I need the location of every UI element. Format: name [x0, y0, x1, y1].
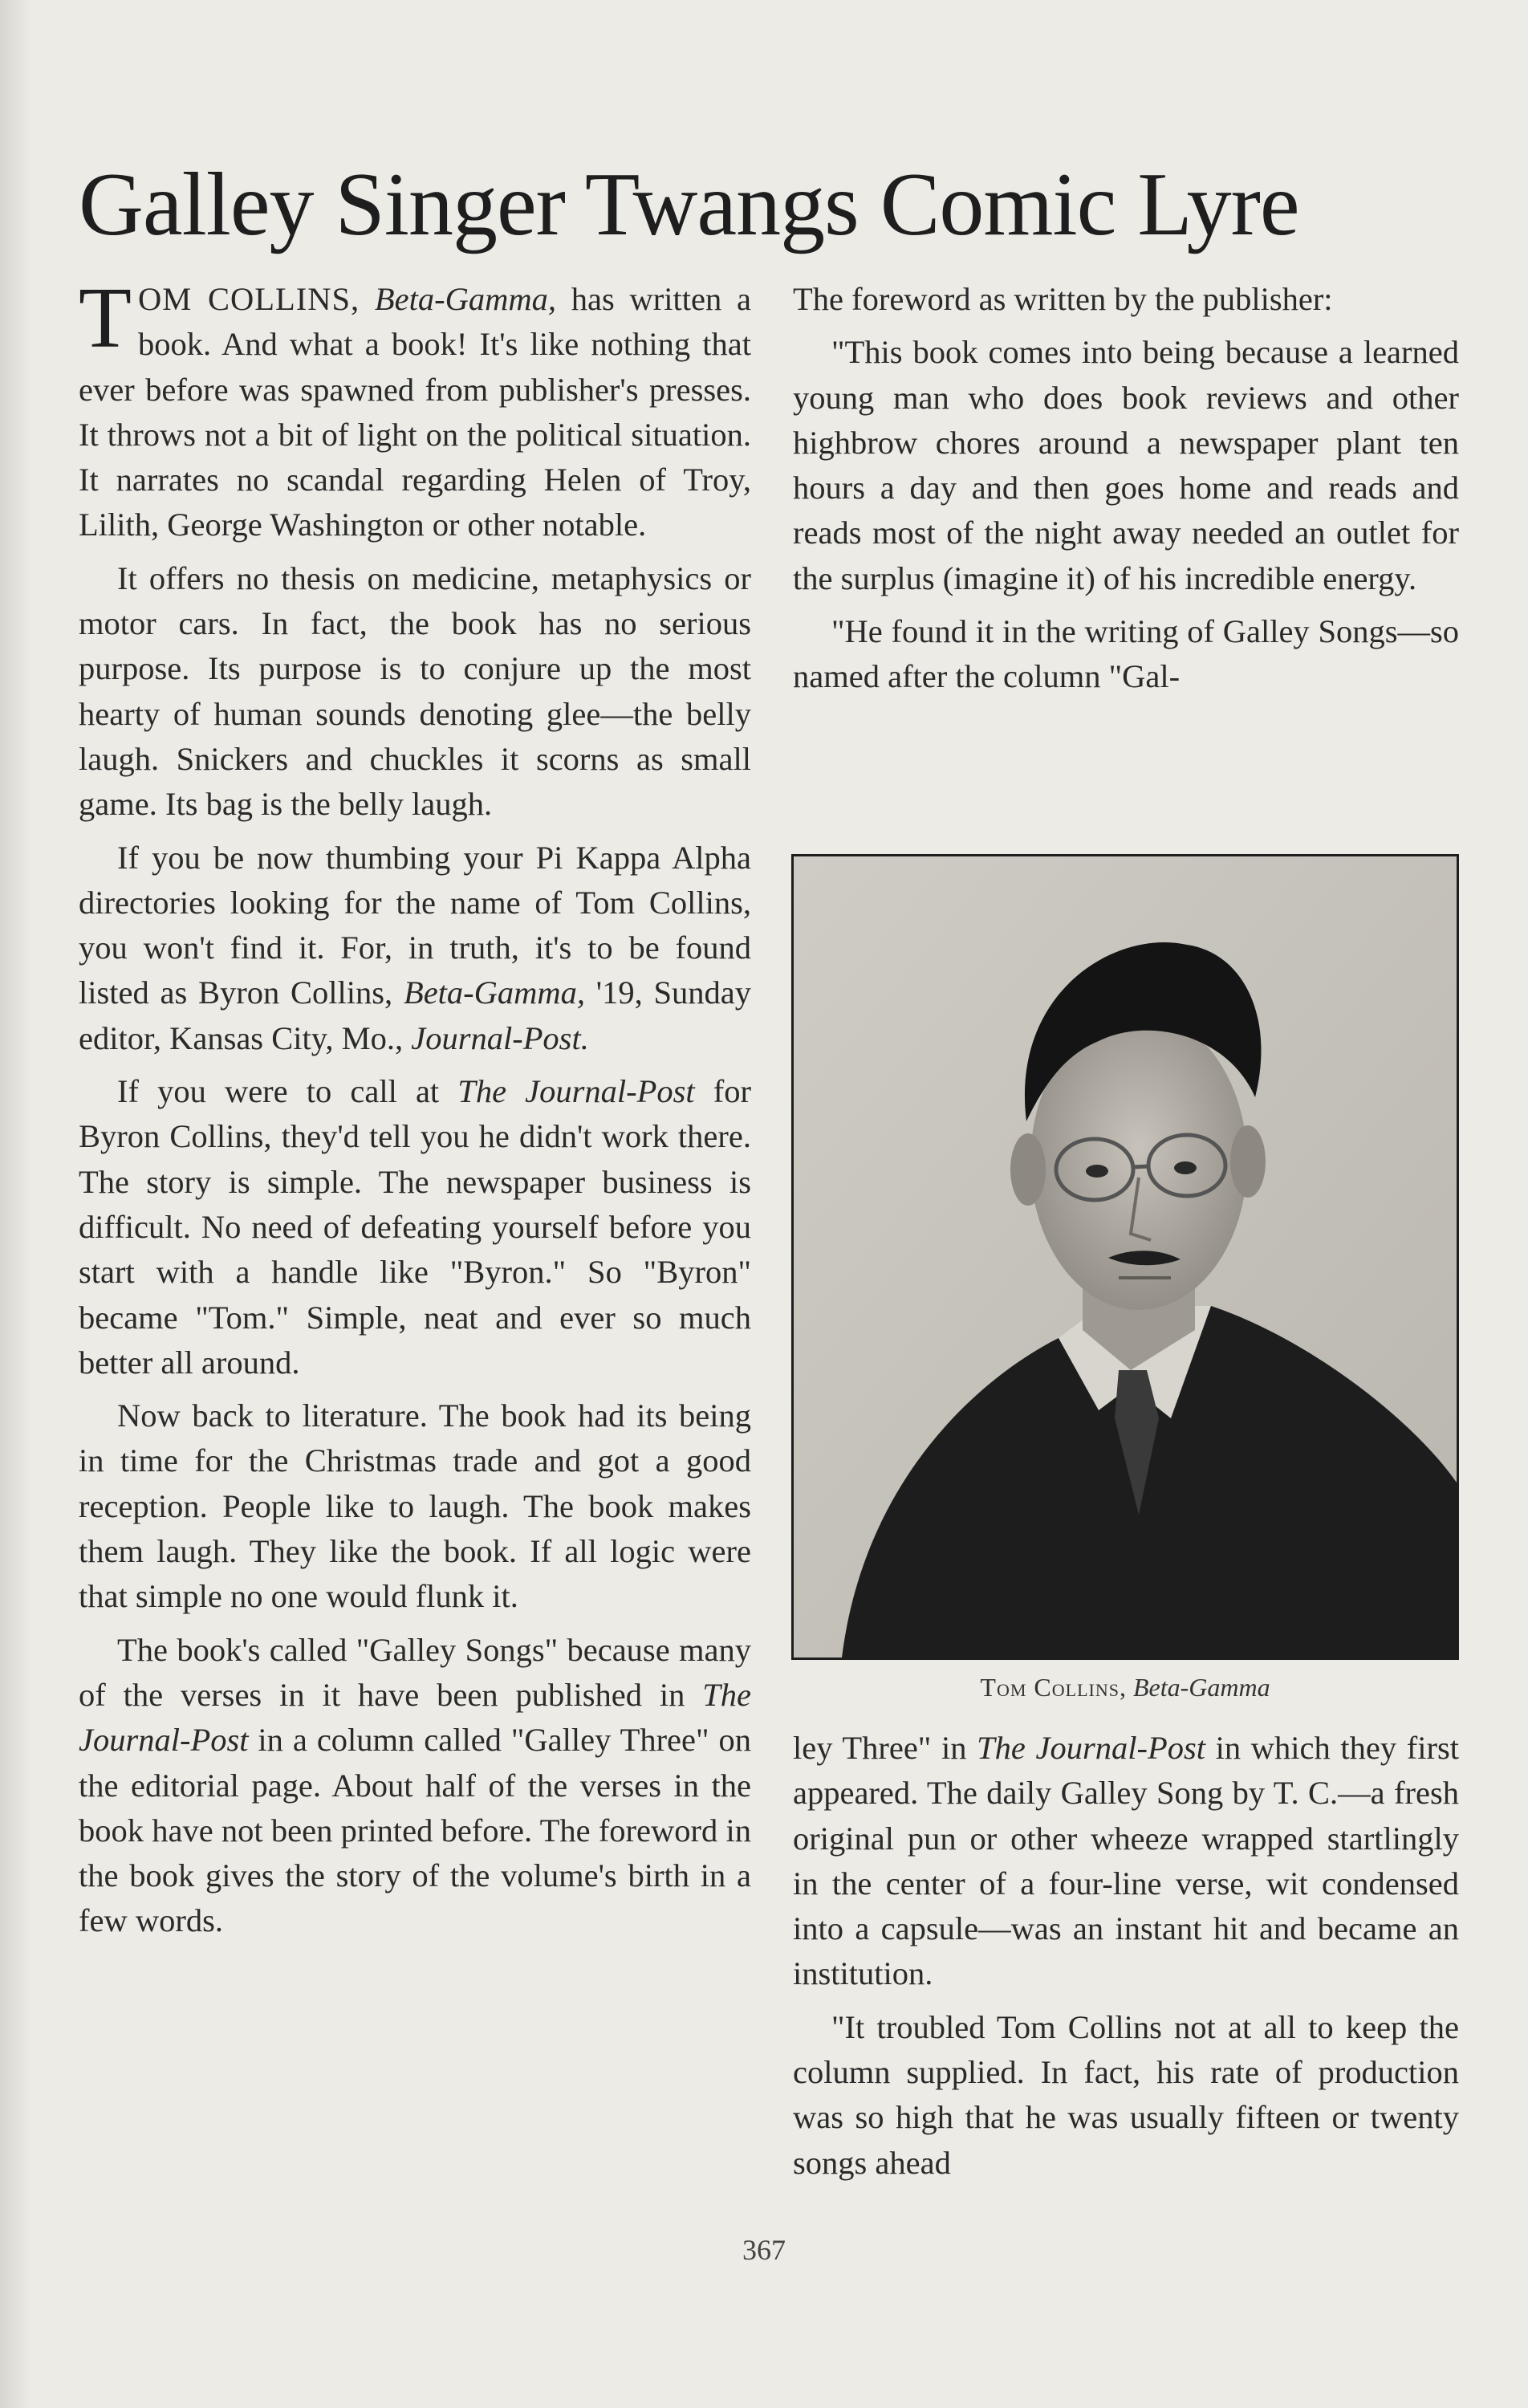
photo-caption: Tom Collins, Beta-Gamma — [980, 1673, 1270, 1702]
foreword-intro: The foreword as written by the publisher: — [793, 281, 1333, 317]
paragraph-6: The book's called "Galley Songs" because many of the verses in it have been published in The Journal-Post in a column called "Galley Three" on the editorial page. About half of the verses in the book have not been printed before. The foreword in the book gives the story of the volume's birth in a few words. — [79, 1631, 751, 1939]
article-title: Galley Singer Twangs Comic Lyre — [79, 155, 1299, 254]
paragraph-4: If you were to call at The Journal-Post for Byron Collins, they'd tell you he didn't work there. The story is simple. The newspaper business is difficult. No need of defeating yourself before you start with a handle like "Byron." So "Byron" became "Tom." Simple, neat and ever so much better all around. — [79, 1073, 751, 1381]
drop-cap: T — [79, 270, 132, 366]
foreword-quote-3: "It troubled Tom Collins not at all to keep the column supplied. In fact, his rate of production was so high that he was usually fifteen or twenty songs ahead — [793, 2008, 1459, 2181]
foreword-quote-1: "This book comes into being because a learned young man who does book reviews and other highbrow chores around a newspaper plant ten hours a day and then goes home and reads and reads most of the night away needed an outlet for the surplus (imagine it) of his incredible energy. — [793, 334, 1459, 596]
paragraph-1: TOM COLLINS, Beta-Gamma, has written a book. And what a book! It's like nothing that ever before was spawned from publisher's presses. It throws not a bit of light on the political situation. It narrates no scandal regarding Helen of Troy, Lilith, George Washington or other notable. — [79, 270, 751, 543]
page-gutter-shadow — [0, 0, 30, 2408]
page-number: 367 — [742, 2234, 786, 2266]
right-column-top — [793, 277, 1459, 708]
left-column — [79, 270, 751, 1952]
author-name: OM COLLINS, — [137, 281, 360, 317]
author-portrait — [791, 854, 1459, 1660]
paragraph-5: Now back to literature. The book had its being in time for the Christmas trade and got a good reception. People like to laugh. The book makes them laugh. They like the book. If all logic were that simple no one would flunk it. — [79, 1397, 751, 1615]
foreword-quote-2: "He found it in the writing of Galley Songs—so named after the column "Gal- — [793, 613, 1459, 695]
paragraph-2: It offers no thesis on medicine, metaphysics or motor cars. In fact, the book has no serious purpose. Its purpose is to conjure up the most hearty of human sounds denoting glee—the belly laugh. Snickers and chuckles it scorns as small game. Its bag is the belly laugh. — [79, 559, 751, 823]
paragraph-3: If you be now thumbing your Pi Kappa Alpha directories looking for the name of Tom Collins, you won't find it. For, in truth, it's to be found listed as Byron Collins, Beta-Gamma, '19, Sunday editor, Kansas City, Mo., Journal-Post. — [79, 839, 751, 1056]
portrait-illustration — [794, 856, 1457, 1658]
chapter-name: Beta-Gamma, — [374, 281, 556, 317]
right-column-bottom — [793, 1726, 1459, 2194]
foreword-quote-2-continued: ley Three" in The Journal-Post in which they first appeared. The daily Galley Song by T. C.—a fresh original pun or other wheeze wrapped startlingly in the center of a four-line verse, wit condensed into a capsule—was an instant hit and became an institution. — [793, 1730, 1459, 1992]
